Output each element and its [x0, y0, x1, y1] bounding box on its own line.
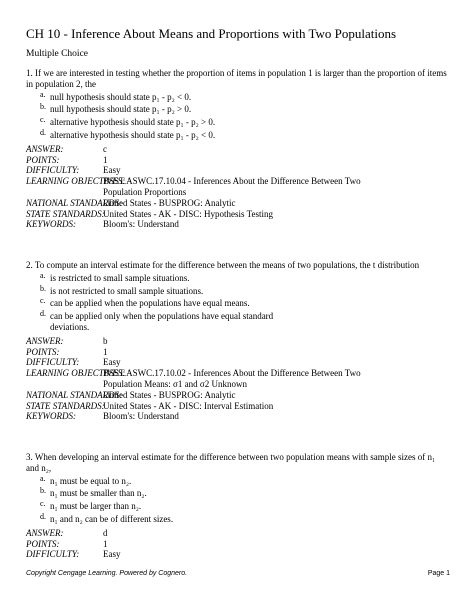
question-3 — [26, 452, 450, 560]
option-a — [40, 473, 450, 487]
option-text: is not restricted to small sample situations. — [50, 285, 204, 296]
meta-label: POINTS: — [26, 154, 60, 165]
option-d — [40, 311, 450, 333]
meta-value: Easy — [103, 165, 121, 176]
meta-difficulty — [26, 357, 450, 368]
option-c — [40, 117, 450, 128]
meta-answer — [26, 144, 450, 155]
meta-label: DIFFICULTY: — [26, 549, 80, 560]
meta-label: ANSWER: — [26, 335, 64, 346]
meta-label: NATIONAL STANDARDS: — [26, 197, 123, 208]
meta-value: d — [103, 527, 108, 538]
meta-value: Bloom's: Understand — [103, 411, 179, 422]
option-letter: d. — [40, 127, 46, 137]
meta-keywords — [26, 411, 450, 422]
meta-keywords — [26, 219, 450, 230]
meta-label: ANSWER: — [26, 143, 64, 154]
option-text: alternative hypothesis should state p₁ - p₂ < 0. — [50, 129, 216, 140]
option-b — [40, 104, 450, 115]
option-d — [40, 127, 450, 141]
meta-points — [26, 347, 450, 358]
meta-label: DIFFICULTY: — [26, 357, 80, 368]
option-letter: c. — [40, 115, 46, 125]
option-text: n₁ must be equal to n₂. — [50, 475, 132, 486]
option-text: n₁ must be smaller than n₂. — [50, 488, 147, 499]
meta-value: BSST.ASWC.17.10.02 - Inferences About the Difference Between Two Population Means: σ1 and σ2 Unknown — [103, 368, 361, 389]
option-c — [40, 501, 450, 512]
option-a — [40, 270, 450, 284]
meta-label: POINTS: — [26, 346, 60, 357]
option-letter: a. — [40, 270, 46, 280]
meta-label: STATE STANDARDS: — [26, 400, 105, 411]
option-b — [40, 488, 450, 499]
option-text: null hypothesis should state p₁ - p₂ < 0. — [50, 91, 192, 102]
meta-value: 1 — [103, 538, 108, 549]
option-text: null hypothesis should state p₁ - p₂ > 0. — [50, 104, 192, 115]
meta-label: DIFFICULTY: — [26, 165, 80, 176]
meta-label: POINTS: — [26, 538, 60, 549]
copyright-text: Copyright Cengage Learning. Powered by Cognero. — [26, 570, 188, 577]
question-stem: 2. To compute an interval estimate for the difference between the means of two populations, the t distribution — [26, 260, 420, 270]
question-stem: 3. When developing an interval estimate for the difference between two population means with sample sizes of n₁ and n₂, — [26, 452, 436, 473]
meta-difficulty — [26, 549, 450, 560]
meta-label: NATIONAL STANDARDS: — [26, 389, 123, 400]
question-metadata — [26, 528, 450, 560]
meta-answer — [26, 528, 450, 539]
meta-value: b — [103, 335, 108, 346]
page-title: CH 10 - Inference About Means and Proportions with Two Populations — [26, 26, 397, 41]
option-text: can be applied only when the populations have equal standard deviations. — [50, 311, 274, 332]
option-letter: b. — [40, 102, 46, 112]
section-heading: Multiple Choice — [26, 49, 89, 59]
meta-label: ANSWER: — [26, 527, 64, 538]
meta-value: United States - AK - DISC: Interval Estimation — [103, 400, 274, 411]
meta-answer — [26, 336, 450, 347]
meta-points — [26, 155, 450, 166]
option-letter: d. — [40, 511, 46, 521]
meta-learning-objectives — [26, 368, 450, 390]
option-letter: d. — [40, 309, 46, 319]
option-letter: c. — [40, 499, 46, 509]
option-text: n₁ and n₂ can be of different sizes. — [50, 513, 174, 524]
option-text: is restricted to small sample situations. — [50, 272, 190, 283]
meta-value: United States - AK - DISC: Hypothesis Testing — [103, 208, 273, 219]
option-text: can be applied when the populations have equal means. — [50, 298, 250, 309]
meta-value: 1 — [103, 154, 108, 165]
meta-label: LEARNING OBJECTIVES: — [26, 368, 126, 379]
meta-state-standards — [26, 209, 450, 220]
option-text: n₁ must be larger than n₂. — [50, 501, 142, 512]
option-letter: a. — [40, 473, 46, 483]
meta-label: STATE STANDARDS: — [26, 208, 105, 219]
option-letter: b. — [40, 283, 46, 293]
meta-value: 1 — [103, 346, 108, 357]
option-letter: a. — [40, 89, 46, 99]
option-b — [40, 283, 450, 297]
page-number: Page 1 — [427, 570, 450, 577]
meta-value: Easy — [103, 549, 121, 560]
meta-label: KEYWORDS: — [26, 411, 76, 422]
meta-label: KEYWORDS: — [26, 219, 76, 230]
meta-national-standards — [26, 390, 450, 401]
question-1 — [26, 68, 450, 230]
option-c — [40, 298, 450, 309]
meta-value: Bloom's: Understand — [103, 219, 179, 230]
meta-difficulty — [26, 165, 450, 176]
meta-learning-objectives — [26, 176, 450, 198]
meta-label: LEARNING OBJECTIVES: — [26, 176, 126, 187]
meta-value: c — [103, 143, 107, 154]
question-stem: 1. If we are interested in testing whether the proportion of items in population 1 is larger than the proportion of items in population 2, the — [26, 68, 447, 89]
meta-value: Easy — [103, 357, 121, 368]
meta-points — [26, 539, 450, 550]
option-letter: c. — [40, 296, 46, 306]
option-text: alternative hypothesis should state p₁ - p₂ > 0. — [50, 117, 216, 128]
question-metadata — [26, 144, 450, 230]
meta-state-standards — [26, 401, 450, 412]
option-d — [40, 511, 450, 525]
question-metadata — [26, 336, 450, 422]
meta-value: United States - BUSPROG: Analytic — [103, 389, 236, 400]
meta-value: BSST.ASWC.17.10.04 - Inferences About the Difference Between Two Population Proportions — [103, 176, 361, 197]
option-letter: b. — [40, 486, 46, 496]
option-a — [40, 89, 450, 103]
meta-value: United States - BUSPROG: Analytic — [103, 197, 236, 208]
meta-national-standards — [26, 198, 450, 209]
question-2 — [26, 260, 450, 422]
